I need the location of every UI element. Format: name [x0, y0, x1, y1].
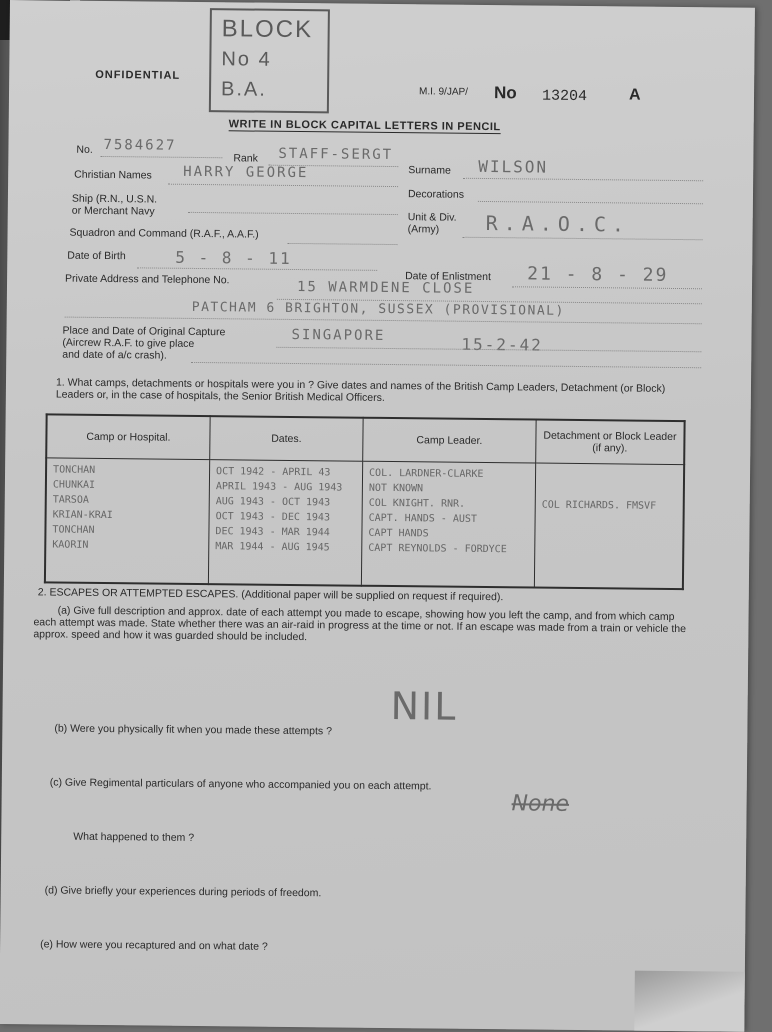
page-fold	[634, 971, 745, 1032]
stamp-line-2: No 4	[221, 48, 272, 71]
leader-entry: CAPT. HANDS - AUST	[368, 512, 478, 525]
leader-entry: CAPT HANDS	[368, 527, 429, 540]
rank-value: STAFF-SERGT	[278, 145, 394, 164]
instruction-heading: WRITE IN BLOCK CAPITAL LETTERS IN PENCIL	[228, 118, 501, 134]
surname-value: WILSON	[478, 156, 549, 177]
unit-value: R.A.O.C.	[485, 210, 631, 237]
ship-line	[188, 212, 398, 215]
capture-label: Place and Date of Original Capture (Aircrew R.A.F. to give place and date of a/c crash).	[62, 324, 226, 362]
leader-entry: NOT KNOWN	[368, 482, 424, 495]
christian-line	[168, 184, 398, 187]
capture-date: 15-2-42	[461, 334, 543, 355]
question-2d: (d) Give briefly your experiences during periods of freedom.	[44, 884, 322, 900]
squadron-line	[287, 243, 397, 245]
detachment-entry	[541, 543, 676, 559]
date-entry: OCT 1942 - APRIL 43	[216, 466, 331, 479]
stamp-line-1: BLOCK	[221, 15, 314, 44]
service-number-value: 7584627	[103, 136, 177, 154]
camps-table-header	[46, 414, 684, 464]
decorations-line	[478, 201, 703, 204]
question-2e: (e) How were you recaptured and on what date ?	[40, 938, 268, 953]
block-stamp	[209, 8, 330, 113]
surname-label: Surname	[408, 164, 451, 177]
answer-2c: None	[511, 791, 570, 817]
unit-line	[463, 237, 703, 241]
capture-place: SINGAPORE	[291, 326, 386, 344]
dob-line	[137, 267, 377, 271]
serial-number: 13204	[541, 87, 588, 106]
rank-label: Rank	[233, 152, 258, 165]
col-detachment-leader: Detachment or Block Leader (if any).	[536, 420, 685, 465]
enlistment-line	[512, 286, 702, 289]
squadron-label: Squadron and Command (R.A.F., A.A.F.)	[69, 226, 259, 241]
leader-entry: CAPT REYNOLDS - FORDYCE	[368, 542, 507, 556]
number-label: No	[493, 83, 517, 103]
confidential-label: ONFIDENTIAL	[95, 68, 181, 82]
question-2b: (b) Were you physically fit when you made these attempts ?	[54, 722, 333, 738]
detachment-entry	[542, 483, 677, 499]
detachment-entry	[542, 513, 677, 529]
question-2a: (a) Give full description and approx. date of each attempt you made to escape, showing how you left the camp, and from which camp each attempt was made. State whether there was an air-raid in progress at the time or not. If an escape was made from a train or vehicle the approx. speed and how it was guarded should be included.	[33, 604, 687, 644]
answer-2a: NIL	[390, 684, 458, 729]
col-camp: Camp or Hospital.	[46, 414, 210, 459]
camp-entry: TONCHAN	[52, 524, 95, 536]
camp-entry: TARSOA	[52, 494, 89, 506]
christian-names-label: Christian Names	[74, 168, 152, 182]
date-list	[208, 460, 362, 586]
col-dates: Dates.	[210, 416, 363, 461]
date-entry: DEC 1943 - MAR 1944	[215, 526, 330, 539]
leader-entry: COL KNIGHT. RNR.	[368, 497, 466, 510]
col-camp-leader: Camp Leader.	[363, 418, 536, 463]
leader-entry: COL. LARDNER-CLARKE	[369, 467, 484, 480]
detachment-entry	[542, 468, 677, 484]
leader-list	[361, 461, 535, 587]
detachment-entry	[541, 528, 676, 544]
camps-table-body	[45, 458, 684, 589]
date-entry: APRIL 1943 - AUG 1943	[215, 481, 343, 494]
address-rule-2	[65, 317, 702, 325]
enlistment-value: 21 - 8 - 29	[527, 263, 669, 286]
detachment-entry: COL RICHARDS. FMSVF	[541, 499, 657, 512]
address-label: Private Address and Telephone No.	[65, 272, 230, 287]
camp-list	[45, 458, 210, 584]
stamp-line-3: B.A.	[220, 78, 267, 101]
camp-entry: KRIAN-KRAI	[52, 509, 113, 522]
enlistment-label: Date of Enlistment	[405, 270, 491, 284]
no-label: No.	[76, 143, 93, 156]
camp-entry: KAORIN	[52, 539, 89, 551]
address-line-2: PATCHAM 6 BRIGHTON, SUSSEX (PROVISIONAL)	[191, 299, 565, 319]
address-line-1: 15 WARMDENE CLOSE	[296, 279, 475, 297]
no-line	[100, 156, 222, 158]
date-entry: MAR 1944 - AUG 1945	[215, 541, 330, 554]
date-entry: OCT 1943 - DEC 1943	[215, 511, 331, 524]
serial-suffix: A	[628, 86, 641, 104]
date-entry: AUG 1943 - OCT 1943	[215, 496, 331, 509]
ship-label: Ship (R.N., U.S.N. or Merchant Navy	[71, 192, 158, 218]
question-2c-followup: What happened to them ?	[73, 830, 195, 844]
question-2c: (c) Give Regimental particulars of anyone who accompanied you on each attempt.	[49, 776, 432, 793]
mi-reference: M.I. 9/JAP/	[419, 86, 469, 98]
christian-names-value: HARRY GEORGE	[183, 163, 309, 182]
detachment-list	[534, 463, 684, 589]
dob-value: 5 - 8 - 11	[175, 247, 292, 268]
camps-table	[44, 413, 686, 590]
surname-line	[463, 178, 703, 182]
decorations-label: Decorations	[407, 188, 465, 201]
unit-label: Unit & Div. (Army)	[407, 211, 457, 236]
dob-label: Date of Birth	[67, 249, 126, 263]
camp-entry: TONCHAN	[53, 464, 96, 476]
question-1: 1. What camps, detachments or hospitals were you in ? Give dates and names of the British Camp Leaders, Detachment (or Block) Leaders or, in the case of hospitals, the Senior British Medical Officers.	[55, 376, 666, 404]
camp-entry: CHUNKAI	[52, 479, 96, 491]
capture-rule-2	[191, 362, 701, 368]
question-2-title: 2. ESCAPES OR ATTEMPTED ESCAPES. (Additional paper will be supplied on request if required).	[37, 586, 504, 604]
